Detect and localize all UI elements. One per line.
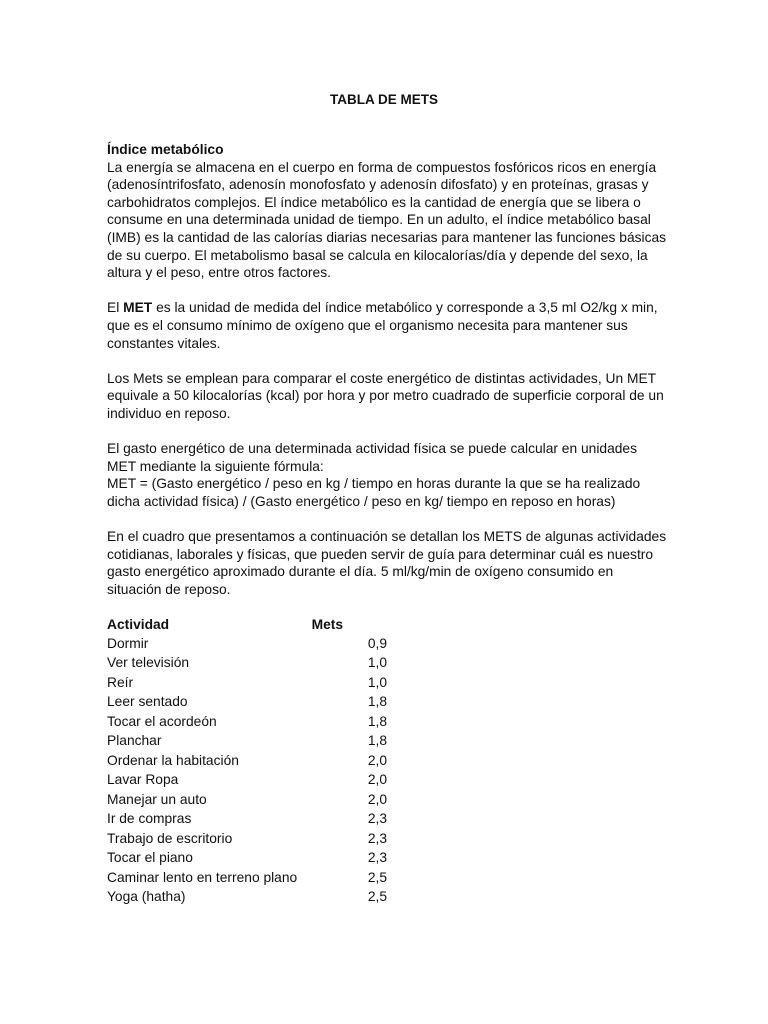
paragraph-2-post: es la unidad de medida del índice metabólico y corresponde a 3,5 ml O2/kg x min, que es el consumo mínimo de oxígeno que el organismo necesita para mantener sus constantes vitales.: [107, 300, 658, 351]
mets-value-cell: 1,8: [367, 713, 387, 729]
activity-cell: Reír: [107, 674, 134, 690]
table-body: [107, 634, 387, 907]
mets-table: [107, 615, 387, 907]
table-row: [107, 790, 387, 810]
mets-value-cell: 2,3: [367, 850, 387, 866]
table-row: [107, 888, 387, 908]
activity-cell: Manejar un auto: [107, 791, 207, 807]
mets-value-cell: 2,3: [367, 830, 387, 846]
activity-cell: Yoga (hatha): [107, 889, 186, 905]
activity-cell: Ver televisión: [107, 655, 190, 671]
paragraph-5: En el cuadro que presentamos a continuación se detallan los METS de algunas actividades cotidianas, laborales y físicas, que pueden servir de guía para determinar cuál es nuestro gasto energético aproximado durante el día. 5 ml/kg/min de oxígeno consumido en situación de reposo.: [107, 529, 667, 597]
mets-value-cell: 2,5: [367, 889, 387, 905]
page-title: TABLA DE METS: [330, 92, 438, 107]
table-row: [107, 849, 387, 869]
activity-cell: Ir de compras: [107, 811, 192, 827]
paragraph-4-intro: El gasto energético de una determinada actividad física se puede calcular en unidades MET mediante la siguiente fórmula:: [107, 441, 637, 474]
activity-cell: Dormir: [107, 635, 149, 651]
activity-cell: Lavar Ropa: [107, 772, 179, 788]
paragraph-3: Los Mets se emplean para comparar el coste energético de distintas actividades, Un MET equivale a 50 kilocalorías (kcal) por hora y por metro cuadrado de superficie corporal de un individuo en reposo.: [107, 370, 664, 421]
activity-cell: Tocar el piano: [107, 850, 193, 866]
mets-value-cell: 2,3: [367, 811, 387, 827]
mets-value-cell: 1,8: [367, 733, 387, 749]
paragraph-1: La energía se almacena en el cuerpo en forma de compuestos fosfóricos ricos en energía (adenosíntrifosfato, adenosín monofosfato y adenosín difosfato) y en proteínas, grasas y carbohidratos complejos. El índice metabólico es la cantidad de energía que se libera o consume en una determinada unidad de tiempo. En un adulto, el índice metabólico basal (IMB) es la cantidad de las calorías diarias necesarias para mantener las funciones básicas de su cuerpo. El metabolismo basal se calcula en kilocalorías/día y depende del sexo, la altura y el peso, entre otros factores.: [107, 159, 667, 281]
table-row: [107, 829, 387, 849]
section-intro: [107, 141, 667, 282]
mets-value-cell: 1,0: [367, 674, 387, 690]
document-body: [107, 141, 667, 907]
table-row: [107, 654, 387, 674]
table-row: [107, 693, 387, 713]
activity-cell: Leer sentado: [107, 694, 188, 710]
table-row: [107, 712, 387, 732]
table-row: [107, 673, 387, 693]
paragraph-2-pre: El: [107, 300, 124, 316]
section-heading: Índice metabólico: [107, 142, 224, 157]
activity-cell: Tocar el acordeón: [107, 713, 217, 729]
mets-value-cell: 0,9: [367, 635, 387, 651]
activity-cell: Trabajo de escritorio: [107, 830, 233, 846]
table-row: [107, 771, 387, 791]
paragraph-4: [107, 440, 667, 510]
met-term: MET: [123, 300, 153, 316]
mets-value-cell: 1,8: [367, 694, 387, 710]
met-formula: MET = (Gasto energético / peso en kg / tiempo en horas durante la que se ha realizado dicha actividad física) / (Gasto energético / peso en kg/ tiempo en reposo en horas): [107, 476, 641, 509]
mets-value-cell: 1,0: [367, 655, 387, 671]
activity-cell: Planchar: [107, 733, 162, 749]
table-row: [107, 732, 387, 752]
column-header-mets: Mets: [311, 616, 344, 632]
table-row: [107, 634, 387, 654]
table-row: [107, 751, 387, 771]
activity-cell: Caminar lento en terreno plano: [107, 869, 298, 885]
table-row: [107, 810, 387, 830]
mets-value-cell: 2,0: [367, 752, 387, 768]
mets-value-cell: 2,5: [367, 869, 387, 885]
mets-value-cell: 2,0: [367, 791, 387, 807]
mets-value-cell: 2,0: [367, 772, 387, 788]
table-header-row: [107, 615, 387, 634]
table-row: [107, 868, 387, 888]
activity-cell: Ordenar la habitación: [107, 752, 239, 768]
paragraph-2: [107, 299, 667, 352]
column-header-activity: Actividad: [107, 616, 170, 632]
